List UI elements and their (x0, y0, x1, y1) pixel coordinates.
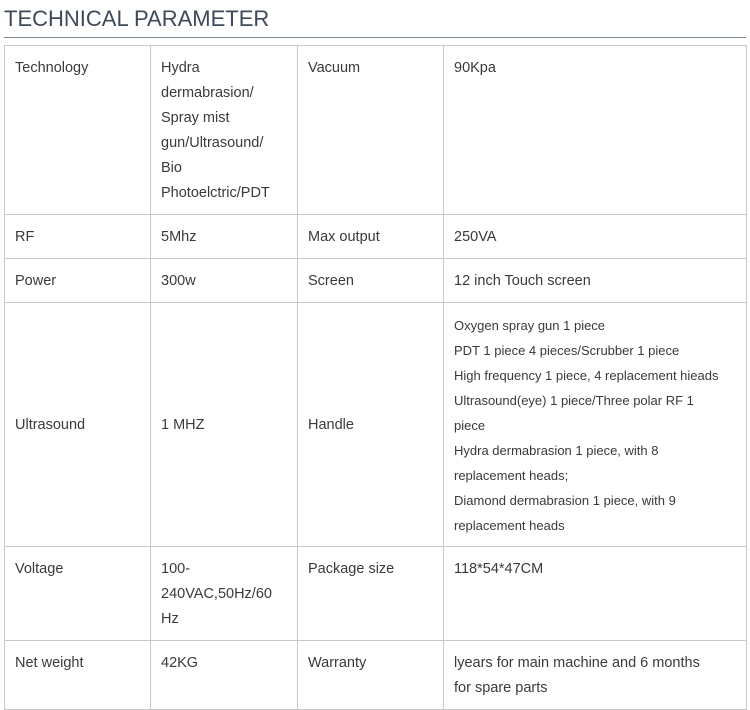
table-row (5, 641, 747, 710)
parameter-table (4, 45, 747, 710)
param-value: 5Mhz (151, 215, 298, 259)
page-title: TECHNICAL PARAMETER (4, 6, 270, 31)
value-line: Hydra dermabrasion 1 piece, with 8 (454, 443, 659, 458)
param-value: 250VA (444, 215, 747, 259)
param-value (444, 303, 747, 547)
param-label: Handle (298, 303, 444, 547)
value-line: PDT 1 piece 4 pieces/Scrubber 1 piece (454, 343, 680, 358)
table-row (5, 303, 747, 547)
param-label: RF (5, 215, 151, 259)
table-row (5, 215, 747, 259)
value-line: High frequency 1 piece, 4 replacement hieads (454, 368, 719, 383)
param-value: 42KG (151, 641, 298, 710)
param-label: Ultrasound (5, 303, 151, 547)
title-divider (4, 37, 746, 38)
param-value (444, 641, 747, 710)
param-value: 300w (151, 259, 298, 303)
value-line: replacement heads; (454, 468, 569, 483)
value-line: Spray mist (161, 110, 230, 126)
param-value: 118*54*47CM (444, 547, 747, 641)
value-line: Bio (161, 160, 182, 176)
table-row (5, 46, 747, 215)
param-label: Net weight (5, 641, 151, 710)
value-line: Hz (161, 611, 179, 627)
param-label: Package size (298, 547, 444, 641)
value-line: 240VAC,50Hz/60 (161, 586, 272, 602)
value-line: lyears for main machine and 6 months (454, 655, 700, 671)
param-value (151, 547, 298, 641)
value-line: dermabrasion/ (161, 85, 254, 101)
value-line: replacement heads (454, 518, 565, 533)
param-value: 12 inch Touch screen (444, 259, 747, 303)
value-line: 100- (161, 561, 191, 577)
param-value: 90Kpa (444, 46, 747, 215)
value-line: for spare parts (454, 680, 548, 696)
table-row (5, 259, 747, 303)
value-line: Ultrasound(eye) 1 piece/Three polar RF 1 (454, 393, 694, 408)
param-label: Voltage (5, 547, 151, 641)
param-label: Power (5, 259, 151, 303)
value-line: gun/Ultrasound/ (161, 135, 264, 151)
param-label: Technology (5, 46, 151, 215)
table-row (5, 547, 747, 641)
value-line: piece (454, 418, 486, 433)
param-value (151, 46, 298, 215)
param-label: Screen (298, 259, 444, 303)
param-label: Warranty (298, 641, 444, 710)
value-line: Diamond dermabrasion 1 piece, with 9 (454, 493, 676, 508)
param-label: Max output (298, 215, 444, 259)
param-value: 1 MHZ (151, 303, 298, 547)
value-line: Photoelctric/PDT (161, 185, 270, 201)
value-line: Oxygen spray gun 1 piece (454, 318, 606, 333)
param-label: Vacuum (298, 46, 444, 215)
value-line: Hydra (161, 60, 200, 76)
